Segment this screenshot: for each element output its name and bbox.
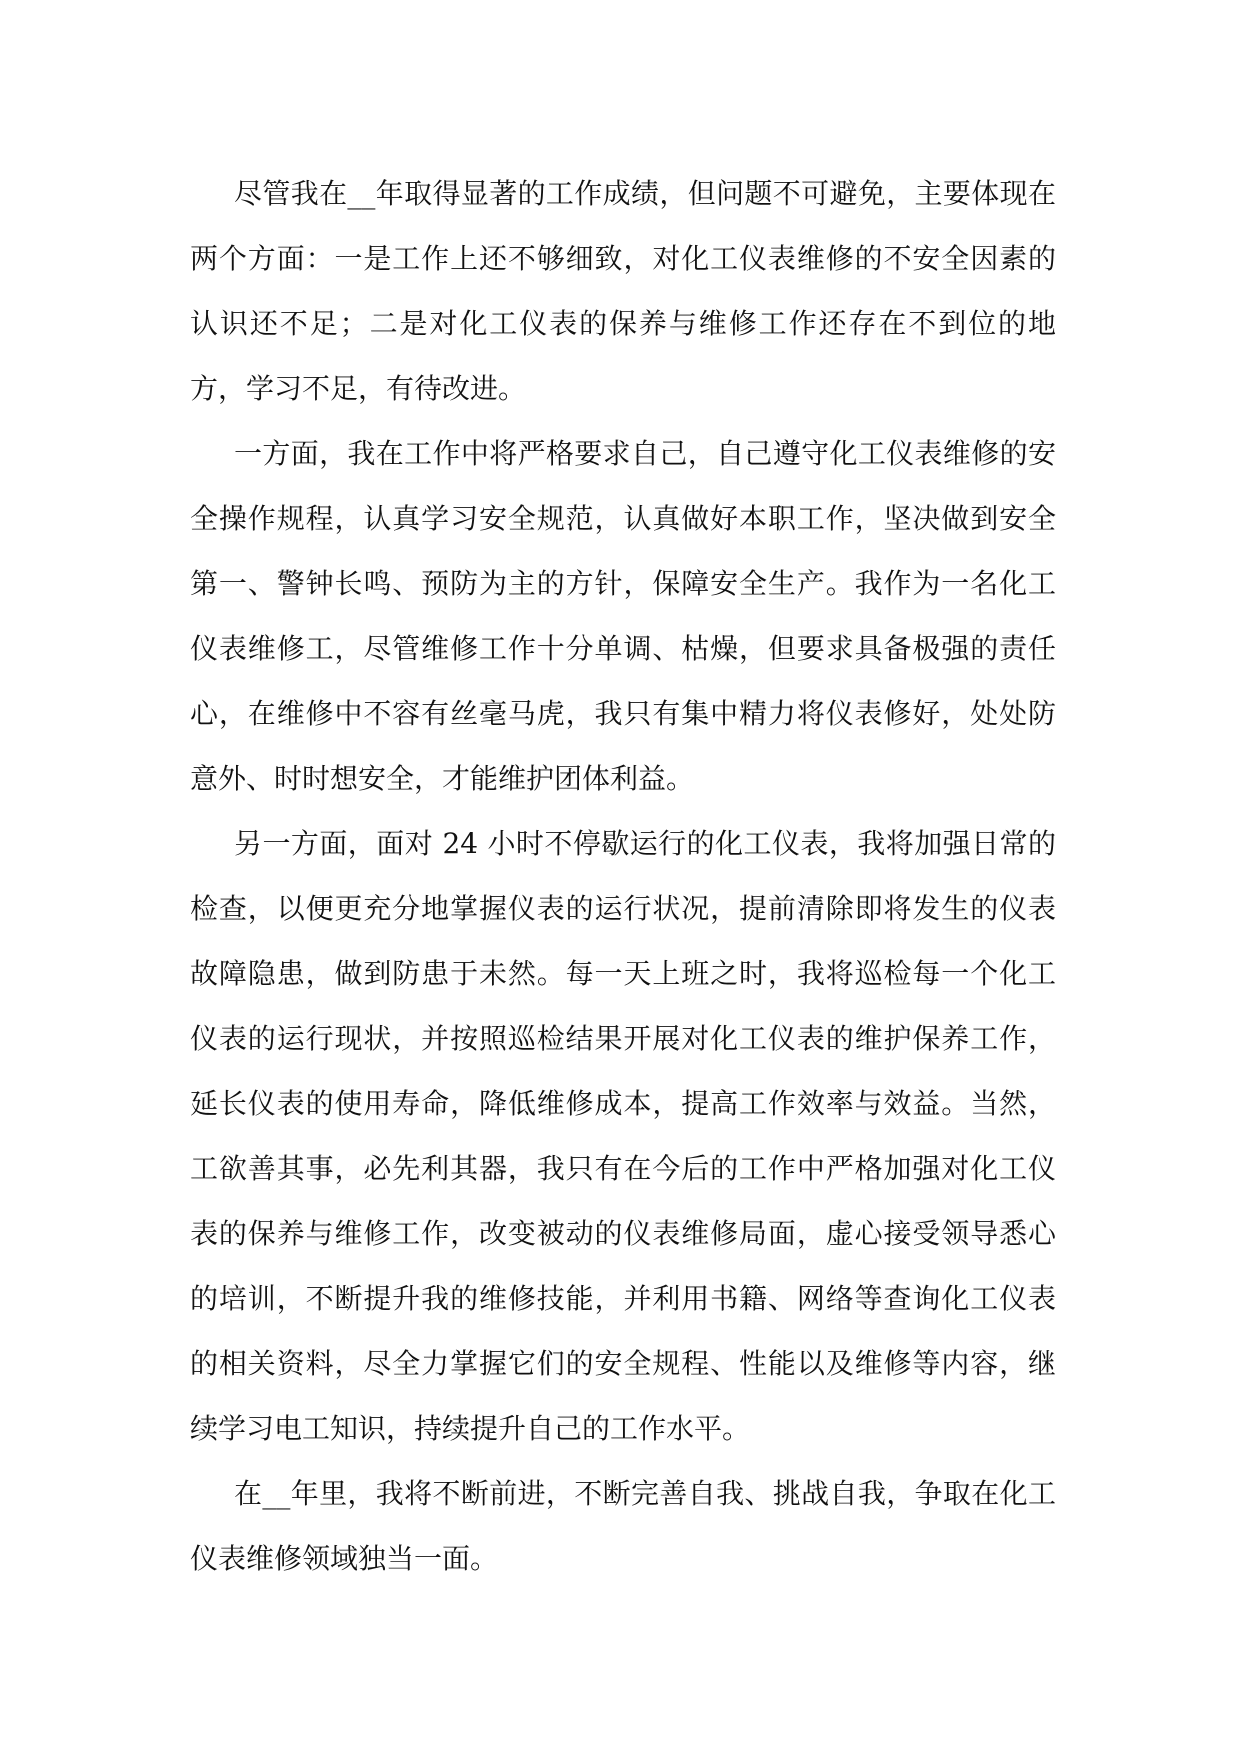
paragraph-safety: 一方面，我在工作中将严格要求自己，自己遵守化工仪表维修的安全操作规程，认真学习安全规范，认真做好本职工作，坚决做到安全第一、警钟长鸣、预防为主的方针，保障安全生产。我作为一名化工仪表维修工，尽管维修工作十分单调、枯燥，但要求具备极强的责任心，在维修中不容有丝毫马虎，我只有集中精力将仪表修好，处处防意外、时时想安全，才能维护团体利益。	[190, 437, 1056, 795]
paragraph-maintenance: 另一方面，面对 24 小时不停歇运行的化工仪表，我将加强日常的检查，以便更充分地掌握仪表的运行状况，提前清除即将发生的仪表故障隐患，做到防患于未然。每一天上班之时，我将巡检每一个化工仪表的运行现状，并按照巡检结果开展对化工仪表的维护保养工作，延长仪表的使用寿命，降低维修成本，提高工作效率与效益。当然，工欲善其事，必先利其器，我只有在今后的工作中严格加强对化工仪表的保养与维修工作，改变被动的仪表维修局面，虚心接受领导悉心的培训，不断提升我的维修技能，并利用书籍、网络等查询化工仪表的相关资料，尽全力掌握它们的安全规程、性能以及维修等内容，继续学习电工知识，持续提升自己的工作水平。	[190, 827, 1056, 1445]
document-body	[190, 161, 1056, 1591]
paragraph-outlook: 在__年里，我将不断前进，不断完善自我、挑战自我，争取在化工仪表维修领域独当一面。	[190, 1477, 1056, 1575]
paragraph-problems: 尽管我在__年取得显著的工作成绩，但问题不可避免，主要体现在两个方面：一是工作上还不够细致，对化工仪表维修的不安全因素的认识还不足；二是对化工仪表的保养与维修工作还存在不到位的地方，学习不足，有待改进。	[190, 177, 1056, 405]
